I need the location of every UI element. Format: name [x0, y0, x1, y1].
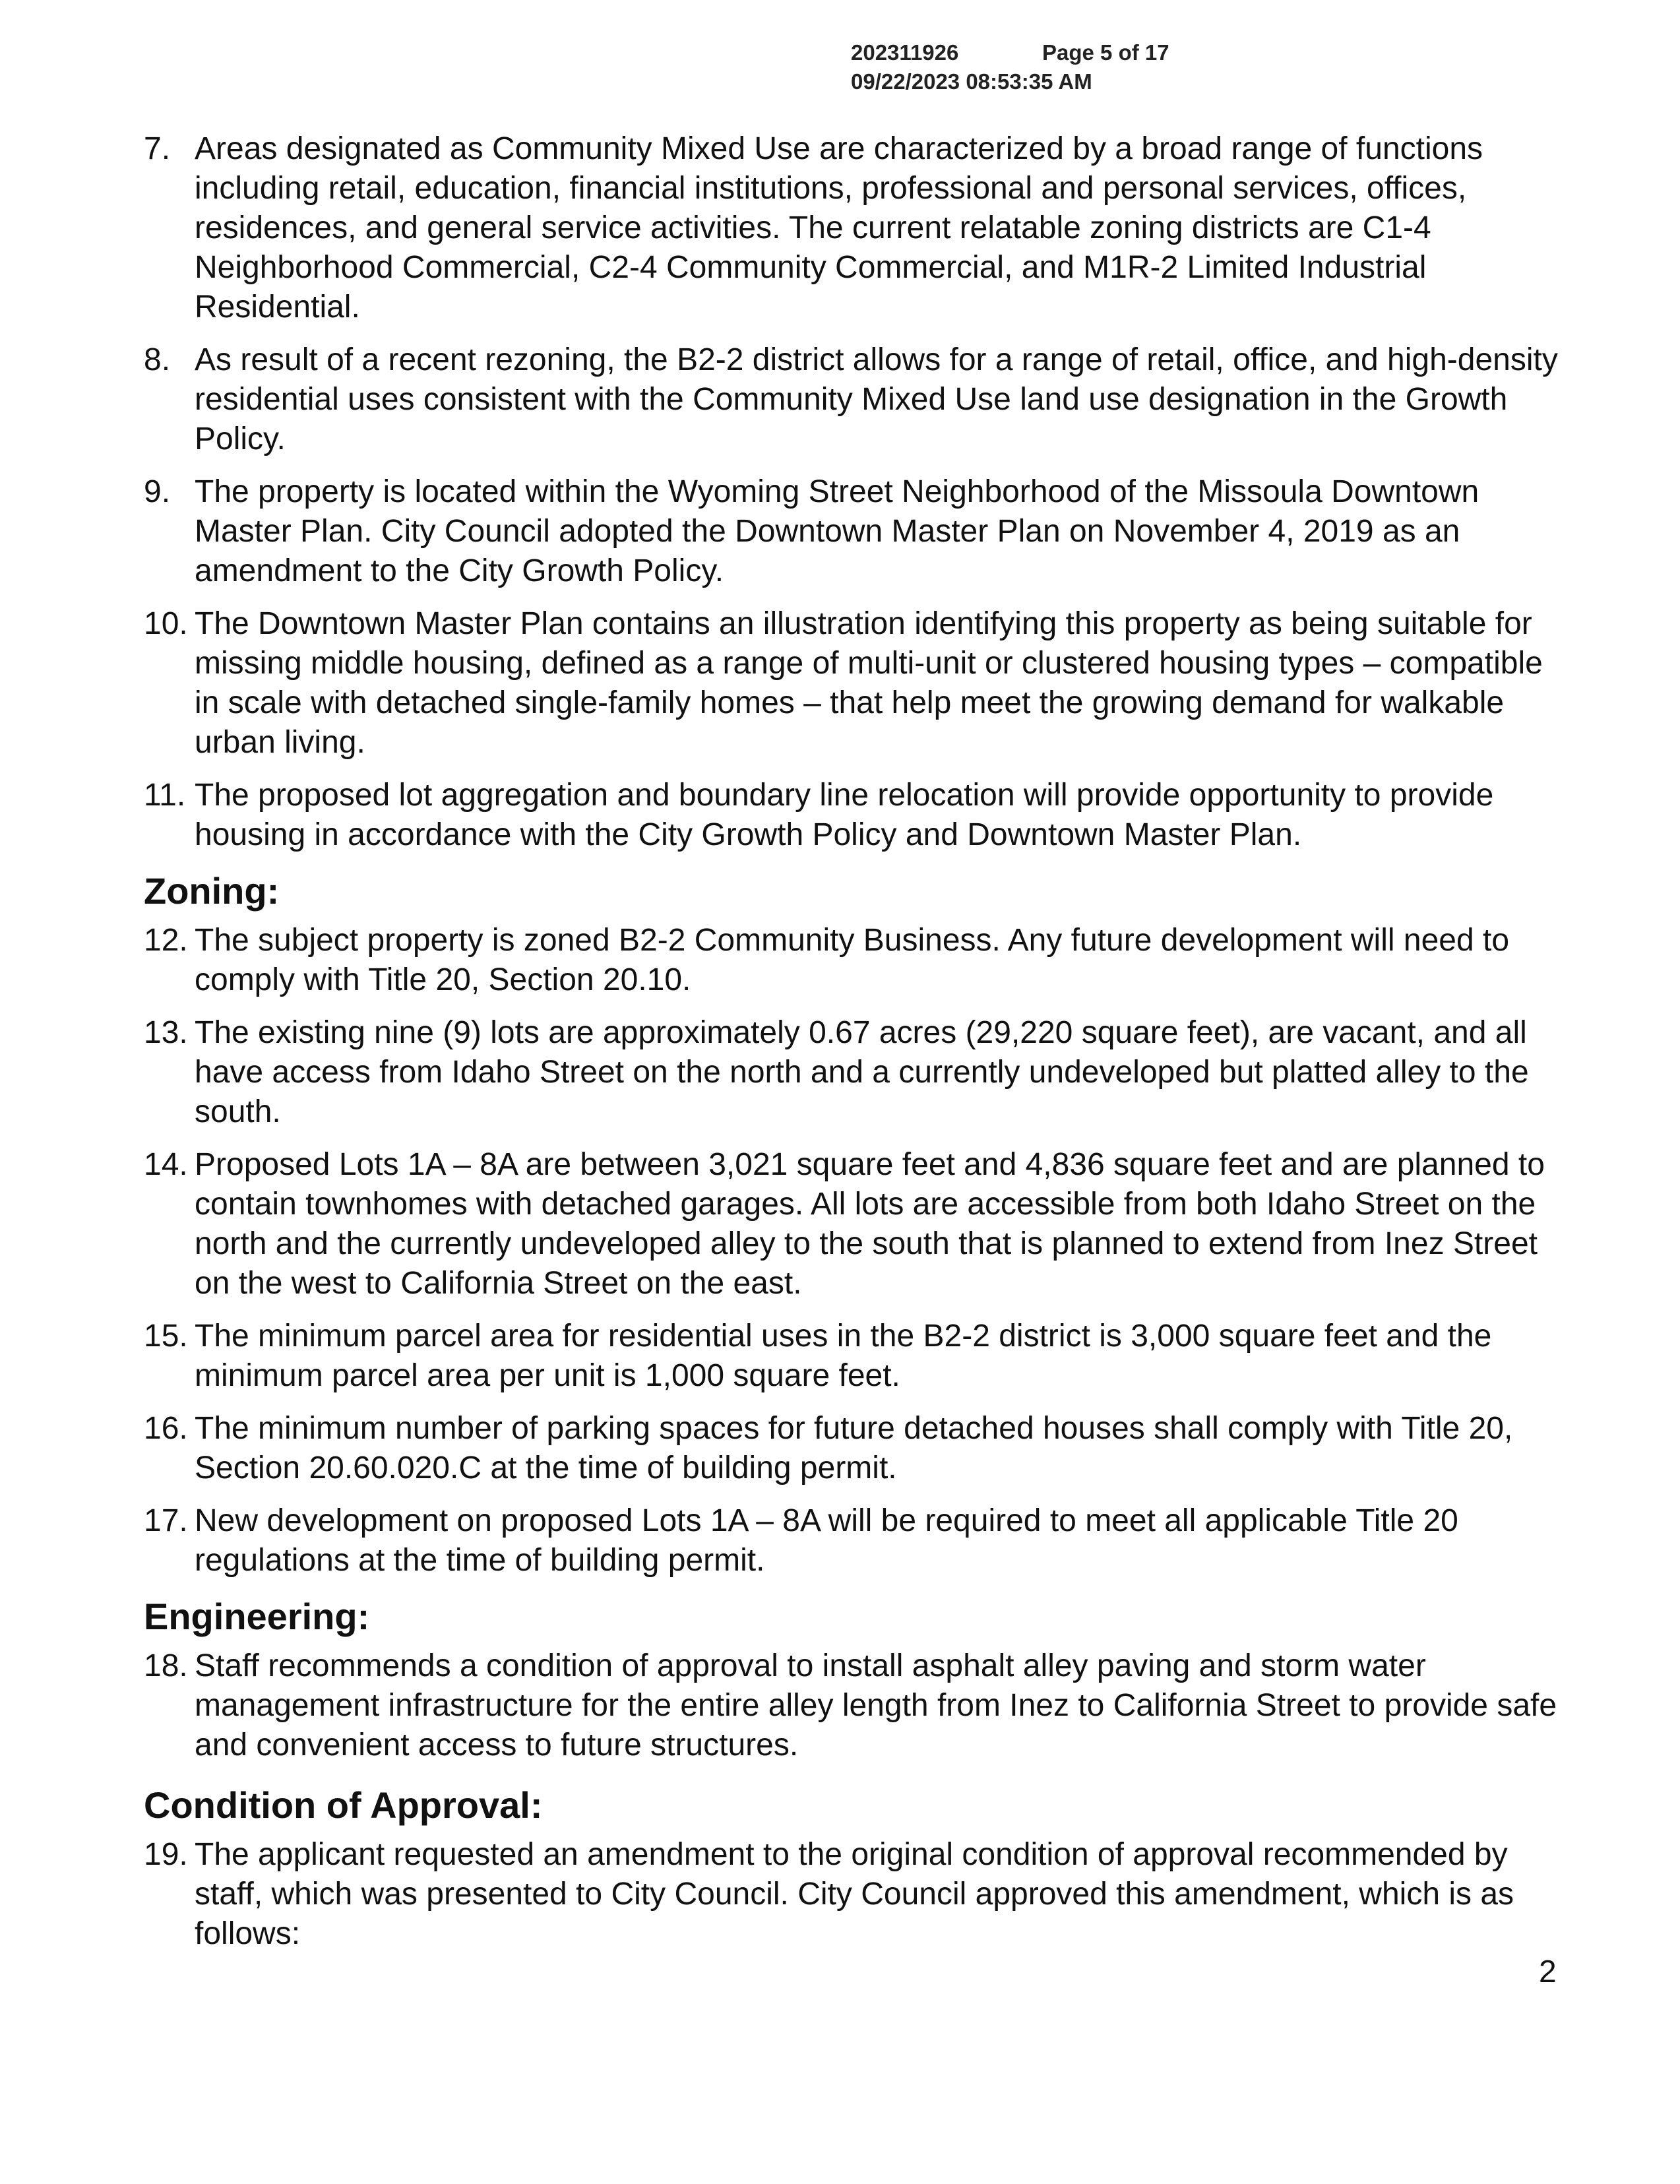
item-number: 19.: [144, 1837, 188, 1872]
item-text: Staff recommends a condition of approval to install asphalt alley paving and storm water management infrastructure for the entire alley length from Inez to California Street to provide safe and convenient access to future structures.: [195, 1648, 1557, 1763]
item-text: The property is located within the Wyoming Street Neighborhood of the Missoula Downtown Master Plan. City Council adopted the Downtown Master Plan on November 4, 2019 as an amendment to the City Growth Policy.: [195, 474, 1479, 588]
item-text: The subject property is zoned B2-2 Community Business. Any future development will need to comply with Title 20, Section 20.10.: [195, 923, 1510, 997]
document-body: [144, 129, 1562, 1967]
stamp-page-label: Page 5 of 17: [1042, 40, 1169, 65]
item-number: 15.: [144, 1319, 188, 1354]
finding-item: [144, 1013, 1562, 1132]
item-text: New development on proposed Lots 1A – 8A will be required to meet all applicable Title 20 regulations at the time of building permit.: [195, 1503, 1458, 1578]
item-text: Proposed Lots 1A – 8A are between 3,021 square feet and 4,836 square feet and are planned to contain townhomes with detached garages. All lots are accessible from both Idaho Street on the north and the currently undeveloped alley to the south that is planned to extend from Inez Street on the west to California Street on the east.: [195, 1147, 1545, 1301]
item-text: As result of a recent rezoning, the B2-2 district allows for a range of retail, office, and high-density residential uses consistent with the Community Mixed Use land use designation in the Growth Policy.: [195, 342, 1558, 456]
engineering-heading: Engineering:: [144, 1596, 370, 1637]
stamp-datetime: 09/22/2023 08:53:35 AM: [851, 69, 1092, 94]
recording-stamp: [851, 38, 1169, 96]
item-number: 9.: [144, 474, 171, 509]
item-text: The minimum number of parking spaces for future detached houses shall comply with Title 20, Section 20.60.020.C at the time of building permit.: [195, 1411, 1513, 1485]
item-number: 13.: [144, 1015, 188, 1050]
finding-item: [144, 776, 1562, 855]
finding-item: [144, 1835, 1562, 1954]
finding-item: [144, 921, 1562, 1000]
item-number: 7.: [144, 131, 171, 166]
finding-item: [144, 1501, 1562, 1580]
condition-of-approval-heading: Condition of Approval:: [144, 1784, 543, 1826]
item-number: 17.: [144, 1503, 188, 1538]
finding-item: [144, 472, 1562, 591]
page-number: 2: [1539, 1954, 1557, 1989]
item-number: 14.: [144, 1147, 188, 1182]
finding-item: [144, 1409, 1562, 1488]
finding-item: [144, 1145, 1562, 1303]
zoning-heading: Zoning:: [144, 870, 280, 912]
item-text: Areas designated as Community Mixed Use are characterized by a broad range of functions including retail, education, financial institutions, professional and personal services, offices, residences, and general service activities. The current relatable zoning districts are C1-4 Neighborhood Commercial, C2-4 Community Commercial, and M1R-2 Limited Industrial Residential.: [195, 131, 1483, 325]
item-text: The existing nine (9) lots are approximately 0.67 acres (29,220 square feet), are vacant, and all have access from Idaho Street on the north and a currently undeveloped but platted alley to the south.: [195, 1015, 1529, 1129]
finding-item: [144, 604, 1562, 763]
item-text: The proposed lot aggregation and boundary line relocation will provide opportunity to provide housing in accordance with the City Growth Policy and Downtown Master Plan.: [195, 778, 1494, 852]
item-text: The applicant requested an amendment to the original condition of approval recommended by staff, which was presented to City Council. City Council approved this amendment, which is as follows:: [195, 1837, 1514, 1951]
item-number: 11.: [144, 778, 186, 813]
item-number: 18.: [144, 1648, 188, 1683]
finding-item: [144, 1317, 1562, 1396]
finding-item: [144, 1646, 1562, 1765]
item-text: The minimum parcel area for residential uses in the B2-2 district is 3,000 square feet and the minimum parcel area per unit is 1,000 square feet.: [195, 1319, 1492, 1393]
finding-item: [144, 340, 1562, 459]
item-number: 10.: [144, 606, 188, 641]
stamp-document-id: 202311926: [851, 40, 959, 65]
item-number: 8.: [144, 342, 171, 377]
item-number: 16.: [144, 1411, 188, 1446]
finding-item: [144, 129, 1562, 327]
item-number: 12.: [144, 923, 188, 958]
item-text: The Downtown Master Plan contains an illustration identifying this property as being suitable for missing middle housing, defined as a range of multi-unit or clustered housing types – compatible in scale with detached single-family homes – that help meet the growing demand for walkable urban living.: [195, 606, 1543, 760]
